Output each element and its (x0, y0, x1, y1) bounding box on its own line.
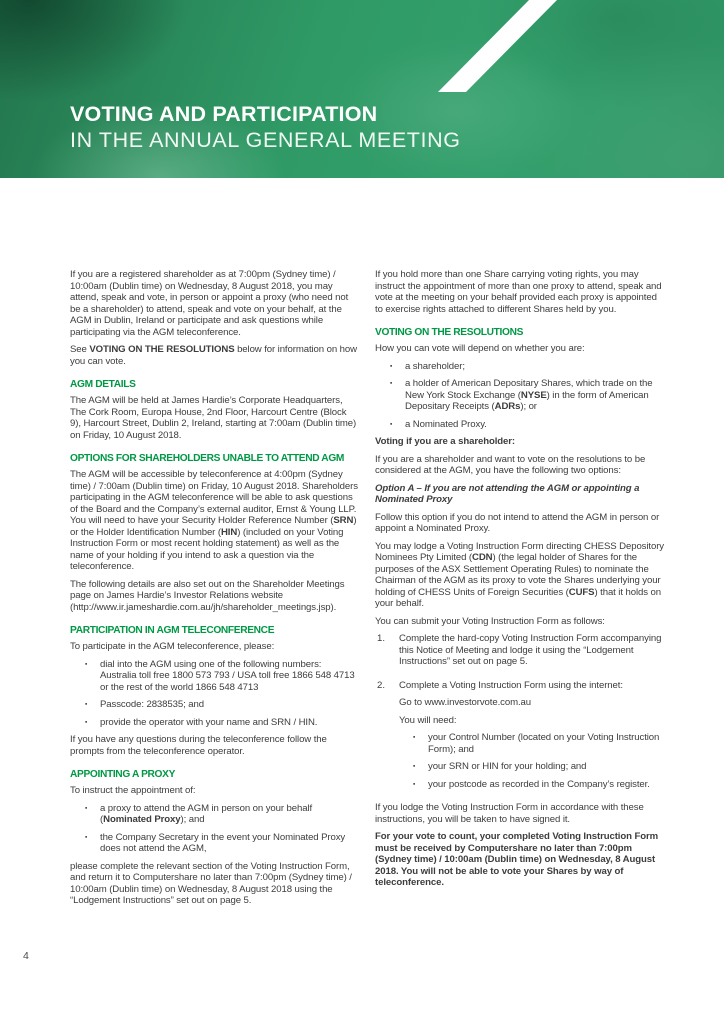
section-heading: OPTIONS FOR SHAREHOLDERS UNABLE TO ATTEND AGM (70, 453, 345, 464)
text-run: Follow this option if you do not intend to attend the AGM in person or appoint a Nominated Proxy. (375, 511, 660, 534)
text-run: Complete the hard-copy Voting Instruction Form accompanying this Notice of Meeting and lodge it using the “Lodgement Instructions” set out on page 5. (399, 633, 662, 667)
bullet-text (100, 659, 359, 694)
paragraph (70, 395, 359, 441)
text-run: If you lodge the Voting Instruction Form in accordance with these instructions, you will be taken to have signed it. (375, 802, 644, 825)
item-number: 2. (377, 679, 386, 691)
text-run: The following details are also set out on the Shareholder Meetings page on James Hardie’s Investor Relations website (http://www.ir.jameshardie.com.au/jh/shareholder_meetings.jsp). (70, 578, 345, 613)
text-run: For your vote to count, your completed Voting Instruction Form must be received by Computershare no later than 7:00pm (Sydney time) / 10:00am (Dublin time) on Wednesday, 8 August 2018. You will not be able to vote your Shares by way of teleconference. (375, 831, 659, 888)
bullet-icon: ▪ (413, 734, 416, 741)
text-run: please complete the relevant section of the Voting Instruction Form, and return it to Computershare no later than 7:00pm (Sydney time) / 10:00am (Dublin time) on Wednesday, 8 August 2018 using the “Lodgement Instructions” set out on page 5. (70, 860, 352, 906)
text-run: If you are a shareholder and want to vote on the resolutions to be considered at the AGM, you have the following two options: (375, 453, 646, 476)
bullet-text (100, 717, 359, 729)
text-run: a shareholder; (405, 360, 465, 372)
paragraph (399, 697, 664, 709)
bullet-text (428, 761, 664, 773)
text-run: your SRN or HIN for your holding; and (428, 761, 587, 772)
bullet-icon: ▪ (85, 833, 88, 841)
page-number: 4 (23, 950, 29, 962)
text-run: Go to www.investorvote.com.au (399, 697, 532, 708)
paragraph (399, 633, 664, 668)
paragraph (375, 483, 664, 506)
paragraph (375, 616, 664, 628)
bullet-text (428, 732, 664, 755)
paragraph (70, 641, 359, 653)
text-run: ) (the legal holder of Shares for the purposes of the ASX Settlement Operating Rules) to nominate the Chairman of the AGM as its proxy to vote the Shares underlying your holding of CHESS Units of Foreign Securities ( (375, 552, 661, 598)
text-run: NYSE (520, 389, 547, 401)
paragraph (375, 831, 664, 889)
bullet-item (375, 419, 664, 431)
numbered-item-body (399, 633, 664, 674)
text-run: your Control Number (located on your Voting Instruction Form); and (428, 732, 660, 755)
bullet-text (405, 419, 664, 431)
paragraph (399, 680, 664, 692)
text-run: dial into the AGM using one of the following numbers: Australia toll free 1800 573 793 / USA toll free 1866 548 4713 or the rest of the world 1866 548 4713 (100, 658, 355, 693)
text-run: You will need: (399, 714, 457, 726)
bullet-item (375, 361, 664, 373)
text-run: You may lodge a Voting Instruction Form directing CHESS Depository Nominees Pty Limited ( (375, 540, 664, 563)
paragraph (399, 715, 664, 727)
header-banner (0, 0, 724, 178)
paragraph (70, 269, 359, 338)
text-run: provide the operator with your name and SRN / HIN. (100, 716, 318, 728)
paragraph (70, 785, 359, 797)
bullet-text (405, 378, 664, 413)
text-run: Voting if you are a shareholder: (375, 436, 516, 447)
bullet-item (375, 378, 664, 413)
paragraph (70, 734, 359, 757)
text-run: ) that it holds on your behalf. (375, 586, 661, 609)
text-run: VOTING ON THE RESOLUTIONS (89, 344, 235, 355)
text-run: To participate in the AGM teleconference, please: (70, 641, 275, 652)
text-run: a proxy to attend the AGM in person on your behalf ( (100, 802, 313, 825)
text-run: The AGM will be held at James Hardie’s Corporate Headquarters, The Cork Room, Europa House, 2nd Floor, Harcourt Centre (Block 9), Harcourt Street, Dublin 2, Ireland, starting at 7:00am (Dublin time) on Friday, 10 August 2018. (70, 395, 357, 441)
numbered-item (375, 633, 664, 674)
text-run: HIN (220, 526, 238, 538)
text-run: Option A – If you are not attending the AGM or appointing a Nominated Proxy (375, 482, 640, 505)
text-run: Nominated Proxy (103, 814, 181, 825)
text-run: ) (included on your Voting Instruction Form or most recent holding statement) as well as the name of your holding if you intend to ask a question via the teleconference. (70, 526, 344, 572)
bullet-text (428, 779, 664, 791)
text-run: a Nominated Proxy. (405, 418, 487, 430)
bullet-item (399, 779, 664, 791)
text-run: the Company Secretary in the event your Nominated Proxy does not attend the AGM, (100, 831, 346, 854)
paragraph (375, 802, 664, 825)
bullet-icon: ▪ (413, 780, 416, 788)
text-run: ); and (180, 814, 205, 825)
page-title-line2: IN THE ANNUAL GENERAL MEETING (70, 128, 461, 152)
text-run: You can submit your Voting Instruction Form as follows: (375, 615, 605, 627)
two-column-body (70, 269, 664, 913)
bullet-item (70, 717, 359, 729)
bullet-item (399, 732, 664, 755)
paragraph (375, 454, 664, 477)
right-column (375, 269, 664, 913)
text-run: CUFS (568, 586, 595, 598)
text-run: a holder of American Depositary Shares, which trade on the New York Stock Exchange ( (405, 378, 653, 401)
section-heading: VOTING ON THE RESOLUTIONS (375, 327, 524, 338)
bullet-icon: ▪ (390, 420, 393, 428)
text-run: How you can vote will depend on whether you are: (375, 343, 585, 354)
section-heading: AGM DETAILS (70, 379, 136, 390)
item-number: 1. (377, 633, 386, 644)
paragraph (375, 512, 664, 535)
paragraph (70, 344, 359, 367)
paragraph (375, 541, 664, 610)
page-title (70, 101, 461, 153)
text-run: SRN (333, 515, 354, 526)
text-run: CDN (471, 552, 493, 563)
bullet-icon: ▪ (390, 380, 393, 387)
bullet-icon: ▪ (85, 660, 88, 668)
text-run: Passcode: 2838535; and (100, 699, 204, 710)
paragraph (375, 269, 664, 315)
text-run: ); or (520, 401, 537, 412)
numbered-item-body (399, 680, 664, 797)
text-run: If you are a registered shareholder as at 7:00pm (Sydney time) / 10:00am (Dublin time) on Wednesday, 8 August 2018, you may attend, speak and vote, in person or appoint a proxy (who need not be a shareholder) to attend, speak and vote on your behalf, at the AGM in Dublin, Ireland or participate and ask questions while participating via the AGM teleconference. (70, 269, 349, 338)
text-run: your postcode as recorded in the Company’s register. (428, 778, 650, 790)
bullet-item (70, 699, 359, 711)
text-run: ) in the form of American Depositary Receipts ( (405, 389, 649, 412)
paragraph (375, 436, 664, 448)
bullet-text (100, 803, 359, 826)
text-run: The AGM will be accessible by teleconference at 4:00pm (Sydney time) / 7:00am (Dublin time) on Friday, 10 August 2018. Shareholders participating in the AGM teleconference will be able to ask questions of the Board and the Company’s external auditor, Ernst & Young LLP. You will need to have your Security Holder Reference Number ( (70, 469, 358, 526)
section-heading: APPOINTING A PROXY (70, 769, 176, 780)
paragraph (375, 343, 664, 355)
text-run: To instruct the appointment of: (70, 785, 196, 796)
text-run: below for information on how you can vote. (70, 344, 357, 367)
bullet-item (399, 761, 664, 773)
bullet-item (70, 832, 359, 855)
bullet-text (100, 699, 359, 711)
bullet-item (70, 803, 359, 826)
paragraph (70, 469, 359, 573)
bullet-icon: ▪ (85, 718, 88, 726)
section-heading: PARTICIPATION IN AGM TELECONFERENCE (70, 625, 275, 636)
text-run: ADRs (494, 401, 521, 412)
text-run: Complete a Voting Instruction Form using the internet: (399, 679, 623, 691)
text-run: ) or the Holder Identification Number ( (70, 515, 357, 538)
page-title-line1: VOTING AND PARTICIPATION (70, 102, 378, 126)
bullet-icon: ▪ (85, 701, 88, 708)
paragraph (70, 861, 359, 907)
bullet-text (405, 361, 664, 373)
paragraph (70, 579, 359, 614)
text-run: If you hold more than one Share carrying voting rights, you may instruct the appointment of more than one proxy to attend, speak and vote at the meeting on your behalf provided each proxy is appointed to exercise rights attached to different Shares held by you. (375, 269, 662, 315)
bullet-item (70, 659, 359, 694)
text-run: If you have any questions during the teleconference follow the prompts from the teleconference operator. (70, 734, 327, 757)
bullet-icon: ▪ (413, 763, 416, 770)
text-run: See (70, 344, 90, 355)
bullet-text (100, 832, 359, 855)
bullet-icon: ▪ (85, 804, 88, 812)
numbered-item (375, 680, 664, 797)
left-column (70, 269, 359, 913)
bullet-icon: ▪ (390, 362, 393, 370)
